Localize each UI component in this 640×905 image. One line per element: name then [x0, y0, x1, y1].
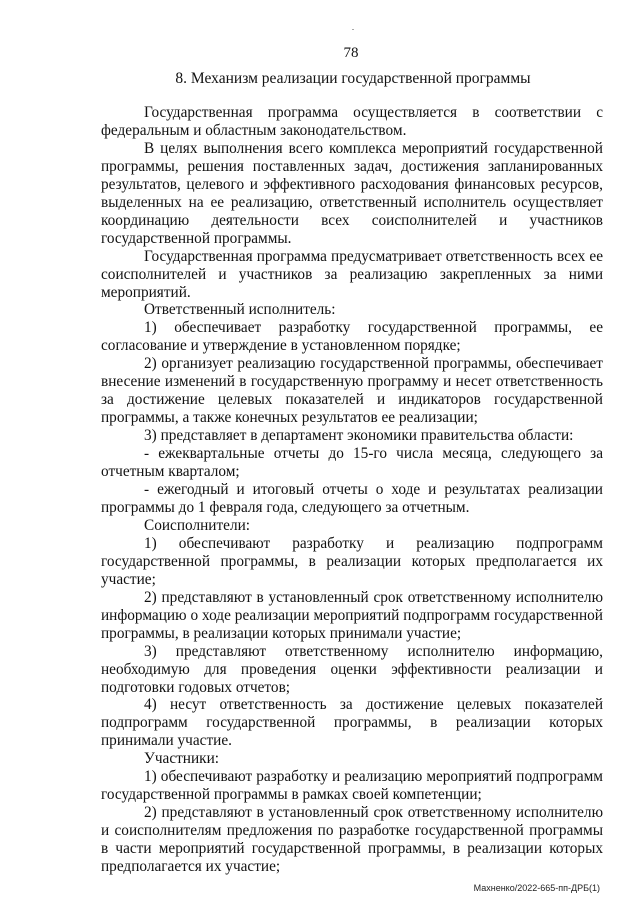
section-title: 8. Механизм реализации государственной программы	[175, 70, 531, 87]
paragraph: Участники:	[144, 750, 220, 768]
paragraph: 2) представляют в установленный срок ответственному исполнителю и соисполнителям предложения по разработке государственной программы в части мероприятий государственной программы, в реализации которых предполагается их участие;	[101, 804, 603, 876]
paragraph: В целях выполнения всего комплекса мероприятий государственной программы, решения поставленных задач, достижения запланированных результатов, целевого и эффективного расходования финансовых ресурсов, выделенных на ее реализацию, ответственный исполнитель осуществляет координацию деятельности всех соисполнителей и участников государственной программы.	[101, 139, 603, 247]
paragraph: 3) представляет в департамент экономики правительства области:	[144, 427, 574, 445]
paragraph: Соисполнители:	[144, 516, 251, 534]
paragraph: 2) организует реализацию государственной программы, обеспечивает внесение изменений в государственную программу и несет ответственность за достижение целевых показателей и индикаторов государственной программы, а также конечных результатов ее реализации;	[101, 355, 603, 427]
paragraph: Ответственный исполнитель:	[144, 301, 336, 319]
paragraph: 1) обеспечивают разработку и реализацию подпрограмм государственной программы, в реализации которых предполагается их участие;	[101, 534, 603, 588]
paragraph: 1) обеспечивают разработку и реализацию мероприятий подпрограмм государственной программы в рамках своей компетенции;	[101, 768, 603, 804]
paragraph: 2) представляют в установленный срок ответственному исполнителю информацию о ходе реализации мероприятий подпрограмм государственной программы, в реализации которых принимали участие;	[101, 588, 603, 642]
document-body	[101, 104, 603, 876]
paragraph: 1) обеспечивает разработку государственной программы, ее согласование и утверждение в установленном порядке;	[101, 319, 603, 355]
paragraph: - ежегодный и итоговый отчеты о ходе и результатах реализации программы до 1 февраля года, следующего за отчетным.	[101, 481, 603, 516]
paragraph: Государственная программа осуществляется в соответствии с федеральным и областным законодательством.	[101, 104, 603, 139]
paragraph: 4) несут ответственность за достижение целевых показателей подпрограмм государственной программы, в реализации которых принимали участие.	[101, 696, 603, 750]
document-code-footer: Махненко/2022-665-пп-ДРБ(1)	[473, 883, 600, 893]
page-number: 78	[343, 45, 359, 61]
paragraph: Государственная программа предусматривает ответственность всех ее соисполнителей и участников за реализацию закрепленных за ними мероприятий.	[101, 247, 603, 301]
top-mark: .	[352, 23, 354, 32]
paragraph: 3) представляют ответственному исполнителю информацию, необходимую для проведения оценки эффективности реализации и подготовки годовых отчетов;	[101, 642, 603, 696]
paragraph: - ежеквартальные отчеты до 15-го числа месяца, следующего за отчетным кварталом;	[101, 445, 603, 481]
